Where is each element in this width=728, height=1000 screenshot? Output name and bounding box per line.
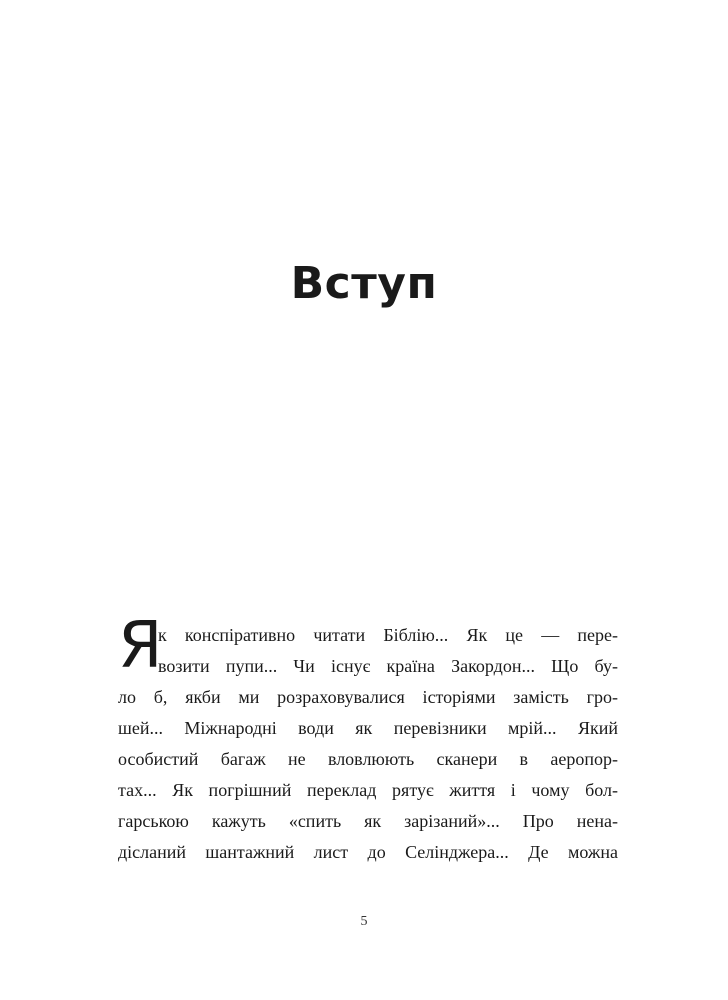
text-line: тах... Як погрішний переклад рятує життя і чому бол- — [118, 780, 618, 800]
drop-cap-letter: Я — [118, 609, 163, 683]
text-line: шей... Міжнародні води як перевізники мрій... Який — [118, 718, 618, 738]
text-line: к конспіративно читати Біблію... Як це — пере- — [158, 625, 618, 645]
text-line: ло б, якби ми розраховувалися історіями замість гро- — [118, 687, 618, 707]
text-line: дісланий шантажний лист до Селінджера... Де можна — [118, 842, 618, 862]
page-number: 5 — [360, 914, 368, 929]
text-line: особистий багаж не вловлюють сканери в аеропор- — [118, 749, 618, 769]
text-line: возити пупи... Чи існує країна Закордон... Що бу- — [158, 656, 618, 676]
text-line: гарською кажуть «спить як зарізаний»... Про нена- — [118, 811, 618, 831]
chapter-title: Вступ — [290, 258, 438, 309]
intro-paragraph — [118, 620, 618, 868]
